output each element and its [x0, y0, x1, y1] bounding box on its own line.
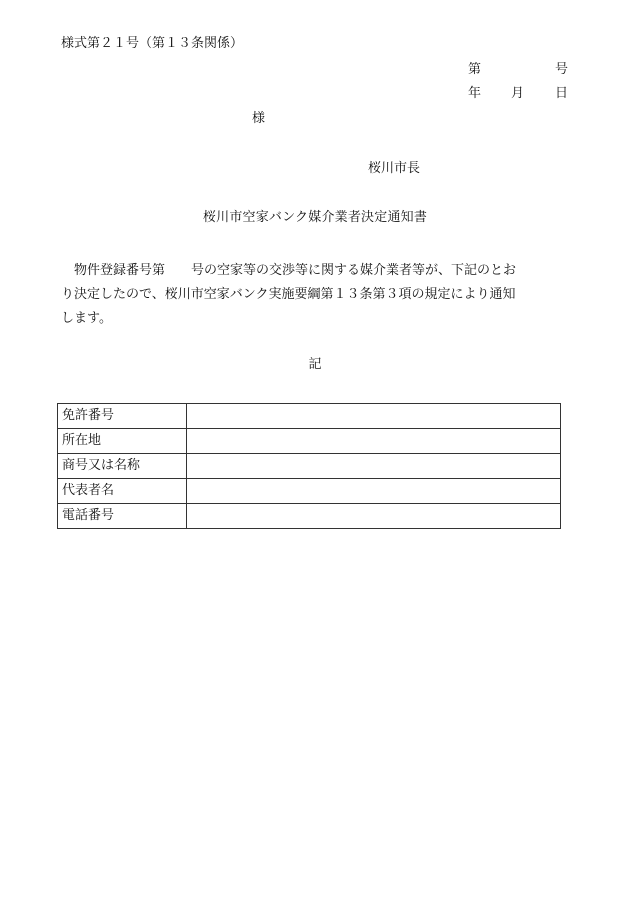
table-row: [58, 504, 561, 529]
form-number: 様式第２１号（第１３条関係）: [61, 36, 244, 51]
table-row: [58, 429, 561, 454]
row-value-address: [187, 429, 561, 454]
date-year-label: 年: [468, 86, 482, 101]
table-row: [58, 479, 561, 504]
date-day-label: 日: [555, 86, 569, 101]
document-number-prefix: 第: [468, 62, 482, 77]
row-label-phone-number: 電話番号: [58, 504, 187, 529]
body-line: 物件登録番号第 号の空家等の交渉等に関する媒介業者等が、下記のとお: [61, 263, 517, 278]
body-text: [61, 259, 571, 331]
details-table: [57, 403, 561, 529]
row-label-address: 所在地: [58, 429, 187, 454]
body-line: します。: [61, 311, 112, 326]
table-row: [58, 404, 561, 429]
document-title: 桜川市空家バンク媒介業者決定通知書: [202, 210, 428, 225]
body-line: り決定したので、桜川市空家バンク実施要綱第１３条第３項の規定により通知: [61, 287, 516, 302]
row-label-license-number: 免許番号: [58, 404, 187, 429]
table-row: [58, 454, 561, 479]
date-month-label: 月: [511, 86, 525, 101]
row-value-representative: [187, 479, 561, 504]
ki-heading: 記: [308, 357, 322, 372]
issuer-name: 桜川市長: [368, 161, 421, 176]
row-label-business-name: 商号又は名称: [58, 454, 187, 479]
document-number-suffix: 号: [555, 62, 569, 77]
row-value-business-name: [187, 454, 561, 479]
row-label-representative: 代表者名: [58, 479, 187, 504]
recipient-honorific: 様: [252, 111, 266, 126]
row-value-phone-number: [187, 504, 561, 529]
row-value-license-number: [187, 404, 561, 429]
